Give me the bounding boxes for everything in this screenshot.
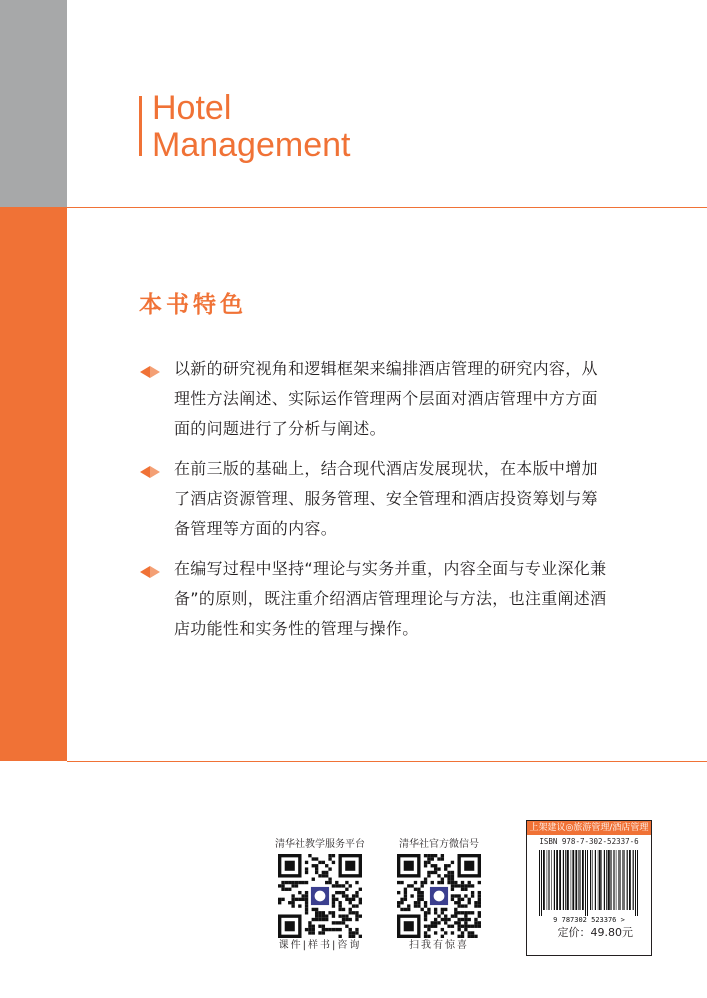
- barcode-box: [526, 820, 652, 956]
- features-heading: 本书特色: [139, 291, 247, 318]
- isbn-text: ISBN 978-7-302-52337-6: [539, 837, 639, 846]
- gray-sidebar-band: [0, 0, 67, 207]
- title-accent-bar: [139, 96, 142, 156]
- book-title-line-1: Hotel: [152, 89, 232, 127]
- price-label: 定价：49.80元: [557, 926, 633, 939]
- qr-code-icon[interactable]: [278, 854, 362, 938]
- qr-code-icon[interactable]: [397, 854, 481, 938]
- qr-top-caption: 清华社教学服务平台: [275, 839, 365, 850]
- feature-text: 以新的研究视角和逻辑框架来编排酒店管理的研究内容，从理性方法阐述、实际运作管理两个层面对酒店管理中方方面面的问题进行了分析与阐述。: [174, 359, 598, 438]
- top-divider-line: [67, 207, 707, 208]
- diamond-bullet-icon: [140, 566, 160, 578]
- feature-text: 在前三版的基础上，结合现代酒店发展现状，在本版中增加了酒店资源管理、服务管理、安全管理和酒店投资筹划与筹备管理等方面的内容。: [174, 459, 598, 538]
- orange-sidebar-band: [0, 207, 67, 761]
- feature-text: 在编写过程中坚持“理论与实务并重，内容全面与专业深化兼备”的原则，既注重介绍酒店管理理论与方法，也注重阐述酒店功能性和实务性的管理与操作。: [174, 559, 607, 638]
- feature-item: [139, 554, 609, 644]
- barcode-digits: 9 787302 523376 >: [553, 916, 625, 924]
- qr-block-teaching-platform: [272, 838, 368, 952]
- feature-item: [139, 454, 609, 544]
- diamond-bullet-icon: [140, 366, 160, 378]
- diamond-bullet-icon: [140, 466, 160, 478]
- shelf-suggestion-label: 上架建议◎旅游管理/酒店管理: [527, 821, 651, 835]
- feature-item: [139, 354, 609, 444]
- book-title-line-2: Management: [152, 126, 351, 164]
- features-list: [139, 354, 609, 654]
- qr-bottom-caption: 课件|样书|咨询: [278, 940, 362, 951]
- qr-block-wechat: [391, 838, 487, 952]
- qr-top-caption: 清华社官方微信号: [399, 839, 479, 850]
- qr-bottom-caption: 扫我有惊喜: [409, 940, 469, 951]
- barcode-icon: [533, 848, 645, 926]
- bottom-divider-line: [67, 761, 707, 762]
